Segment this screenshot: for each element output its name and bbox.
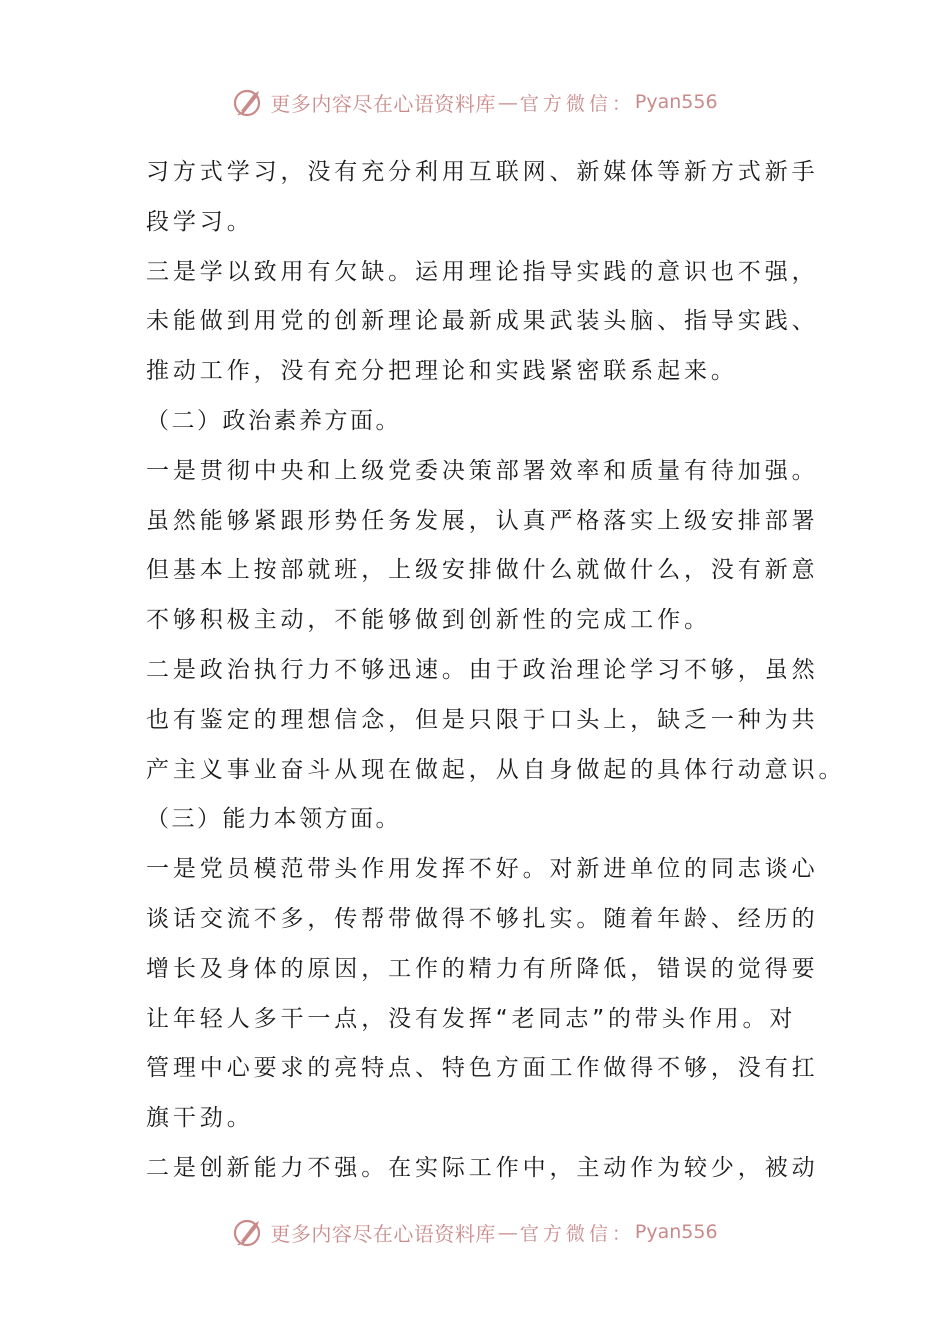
text-line: 一是党员模范带头作用发挥不好。对新进单位的同志谈心 [146,856,819,883]
footer-watermark [0,1212,950,1252]
text-line: 一是贯彻中央和上级党委决策部署效率和质量有待加强。 [146,457,819,484]
text-line: 让年轻人多干一点，没有发挥“老同志”的带头作用。对 [146,1005,797,1032]
section-heading: （三）能力本领方面。 [146,806,401,833]
text-line: 旗干劲。 [146,1105,254,1132]
text-line: 也有鉴定的理想信念，但是只限于口头上，缺乏一种为共 [146,706,819,733]
banner-dash: — [497,90,518,114]
text-line: 三是学以致用有欠缺。运用理论指导实践的意识也不强， [146,258,819,285]
text-line: 段学习。 [146,208,254,235]
text-line: 但基本上按部就班，上级安排做什么就做什么，没有新意 [146,557,819,584]
text-line: 谈话交流不多，传帮带做得不够扎实。随着年龄、经历的 [146,905,819,932]
text-line: 虽然能够紧跟形势任务发展，认真严格落实上级安排部署 [146,507,819,534]
banner-label: 官方微信： [519,92,635,115]
section-heading: （二）政治素养方面。 [146,407,401,434]
pen-logo-icon [232,85,266,119]
banner-wechat-id: Pyan556 [634,1221,718,1243]
pen-logo-icon [232,1215,266,1249]
text-line: 二是创新能力不强。在实际工作中，主动作为较少，被动 [146,1154,819,1181]
text-line: 习方式学习，没有充分利用互联网、新媒体等新方式新手 [146,159,819,185]
header-watermark [0,82,950,122]
text-line: 推动工作，没有充分把理论和实践紧密联系起来。 [146,358,738,385]
text-line: 产主义事业奋斗从现在做起，从自身做起的具体行动意识。 [146,756,846,783]
banner-brand: 更多内容尽在心语资料库 [270,91,496,116]
text-line: 二是政治执行力不够迅速。由于政治理论学习不够，虽然 [146,656,819,683]
banner-label: 官方微信： [519,1222,635,1245]
text-line: 管理中心要求的亮特点、特色方面工作做得不够，没有扛 [146,1055,819,1082]
text-line: 增长及身体的原因，工作的精力有所降低，错误的觉得要 [146,955,819,982]
text-line: 未能做到用党的创新理论最新成果武装头脑、指导实践、 [146,308,819,335]
banner-dash: — [497,1220,518,1244]
banner-brand: 更多内容尽在心语资料库 [270,1221,496,1246]
document-body [146,148,846,1194]
banner-wechat-id: Pyan556 [634,91,718,113]
text-line: 不够积极主动，不能够做到创新性的完成工作。 [146,607,711,634]
